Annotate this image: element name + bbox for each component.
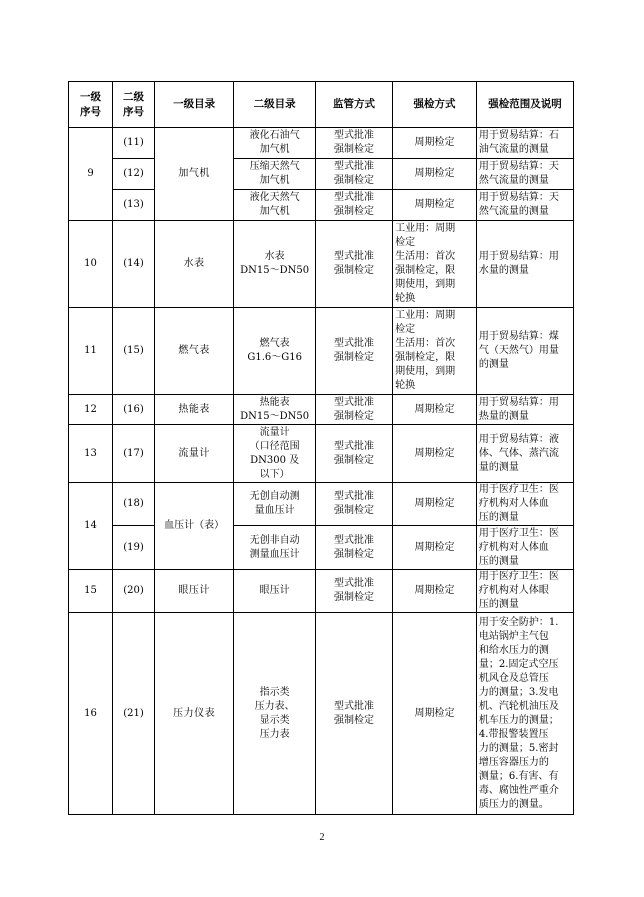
table-row — [69, 128, 574, 159]
cell-supervision: 型式批准 强制检定 — [315, 308, 392, 395]
cell-level2-category: 燃气表 G1.6～G16 — [234, 308, 316, 395]
cell-inspection: 周期检定 — [393, 425, 477, 483]
cell-level1-category: 压力仪表 — [154, 613, 233, 815]
cell-scope: 用于贸易结算：石 油气流量的测量 — [476, 128, 573, 159]
cell-level2-no: (12) — [113, 159, 155, 190]
table-row — [69, 395, 574, 425]
cell-level2-no: (13) — [113, 190, 155, 221]
cell-level2-no: (11) — [113, 128, 155, 159]
cell-level2-category: 流量计 （口径范围 DN300 及 以下） — [234, 425, 316, 483]
cell-inspection: 工业用：周期 检定 生活用：首次 强制检定，限 期使用，到期 轮换 — [393, 221, 477, 308]
cell-level2-no: (19) — [113, 526, 155, 570]
cell-scope: 用于医疗卫生：医 疗机构对人体血 压的测量 — [476, 483, 573, 526]
cell-supervision: 型式批准 强制检定 — [315, 159, 392, 190]
table-header-row — [69, 82, 574, 128]
header-supervision-method: 监管方式 — [315, 82, 392, 128]
cell-supervision: 型式批准 强制检定 — [315, 570, 392, 613]
cell-supervision: 型式批准 强制检定 — [315, 613, 392, 815]
cell-scope: 用于贸易结算：用 水量的测量 — [476, 221, 573, 308]
cell-level2-category: 热能表 DN15～DN50 — [234, 395, 316, 425]
table-row — [69, 526, 574, 570]
cell-level1-no: 11 — [69, 308, 113, 395]
table-row — [69, 425, 574, 483]
cell-level2-category: 眼压计 — [234, 570, 316, 613]
cell-level1-category: 流量计 — [154, 425, 233, 483]
cell-level1-no: 10 — [69, 221, 113, 308]
cell-scope: 用于贸易结算：用 热量的测量 — [476, 395, 573, 425]
cell-level2-no: (16) — [113, 395, 155, 425]
cell-level1-no: 9 — [69, 128, 113, 221]
cell-level2-no: (15) — [113, 308, 155, 395]
cell-level1-category: 燃气表 — [154, 308, 233, 395]
cell-level2-no: (14) — [113, 221, 155, 308]
table-row — [69, 159, 574, 190]
cell-supervision: 型式批准 强制检定 — [315, 221, 392, 308]
cell-level2-category: 液化石油气 加气机 — [234, 128, 316, 159]
cell-level1-category: 水表 — [154, 221, 233, 308]
cell-inspection: 周期检定 — [393, 159, 477, 190]
cell-level2-no: (20) — [113, 570, 155, 613]
cell-inspection: 周期检定 — [393, 128, 477, 159]
cell-level1-no: 13 — [69, 425, 113, 483]
table-row — [69, 483, 574, 526]
cell-level2-no: (17) — [113, 425, 155, 483]
cell-scope: 用于贸易结算：天 然气流量的测量 — [476, 159, 573, 190]
cell-inspection: 周期检定 — [393, 613, 477, 815]
cell-supervision: 型式批准 强制检定 — [315, 128, 392, 159]
header-level2-category: 二级目录 — [234, 82, 316, 128]
cell-level1-category: 眼压计 — [154, 570, 233, 613]
cell-inspection: 周期检定 — [393, 190, 477, 221]
cell-scope: 用于安全防护：1. 电站锅炉主气包 和给水压力的测 量；2.固定式空压 机风仓及总管压 力的测量；3.发电 机、汽轮机油压及 机车压力的测量； 4.带报警装置压 力的测量；5.密封 增压容器压力的 测量；6.有害、有 毒、腐蚀性严重介 质压力的测量。 — [476, 613, 573, 815]
cell-level1-category: 加气机 — [154, 128, 233, 221]
header-level2-no: 二级 序号 — [113, 82, 155, 128]
cell-scope: 用于贸易结算：天 然气流量的测量 — [476, 190, 573, 221]
cell-inspection: 周期检定 — [393, 570, 477, 613]
cell-supervision: 型式批准 强制检定 — [315, 483, 392, 526]
cell-scope: 用于贸易结算：煤 气（天然气）用量 的测量 — [476, 308, 573, 395]
regulation-table — [68, 81, 574, 815]
page-number: 2 — [319, 832, 325, 843]
cell-level1-no: 14 — [69, 483, 113, 570]
table-row — [69, 221, 574, 308]
header-level1-no: 一级 序号 — [69, 82, 113, 128]
cell-inspection: 周期检定 — [393, 526, 477, 570]
cell-supervision: 型式批准 强制检定 — [315, 190, 392, 221]
table-row — [69, 613, 574, 815]
cell-level2-no: (21) — [113, 613, 155, 815]
cell-inspection: 周期检定 — [393, 483, 477, 526]
cell-scope: 用于医疗卫生：医 疗机构对人体血 压的测量 — [476, 526, 573, 570]
cell-level2-category: 压缩天然气 加气机 — [234, 159, 316, 190]
cell-inspection: 周期检定 — [393, 395, 477, 425]
cell-level2-no: (18) — [113, 483, 155, 526]
cell-inspection: 工业用：周期 检定 生活用：首次 强制检定，限 期使用，到期 轮换 — [393, 308, 477, 395]
cell-level2-category: 水表 DN15～DN50 — [234, 221, 316, 308]
cell-level2-category: 指示类 压力表、 显示类 压力表 — [234, 613, 316, 815]
cell-supervision: 型式批准 强制检定 — [315, 425, 392, 483]
cell-scope: 用于贸易结算：液 体、气体、蒸汽流 量的测量 — [476, 425, 573, 483]
cell-supervision: 型式批准 强制检定 — [315, 526, 392, 570]
header-scope-description: 强检范围及说明 — [476, 82, 573, 128]
cell-supervision: 型式批准 强制检定 — [315, 395, 392, 425]
table-row — [69, 308, 574, 395]
cell-level1-no: 16 — [69, 613, 113, 815]
cell-level1-category: 热能表 — [154, 395, 233, 425]
table-row — [69, 190, 574, 221]
cell-level1-category: 血压计（表） — [154, 483, 233, 570]
cell-level1-no: 15 — [69, 570, 113, 613]
cell-level1-no: 12 — [69, 395, 113, 425]
cell-level2-category: 无创非自动 测量血压计 — [234, 526, 316, 570]
header-level1-category: 一级目录 — [154, 82, 233, 128]
cell-scope: 用于医疗卫生：医 疗机构对人体眼 压的测量 — [476, 570, 573, 613]
cell-level2-category: 无创自动测 量血压计 — [234, 483, 316, 526]
table-row — [69, 570, 574, 613]
header-inspection-method: 强检方式 — [393, 82, 477, 128]
cell-level2-category: 液化天然气 加气机 — [234, 190, 316, 221]
